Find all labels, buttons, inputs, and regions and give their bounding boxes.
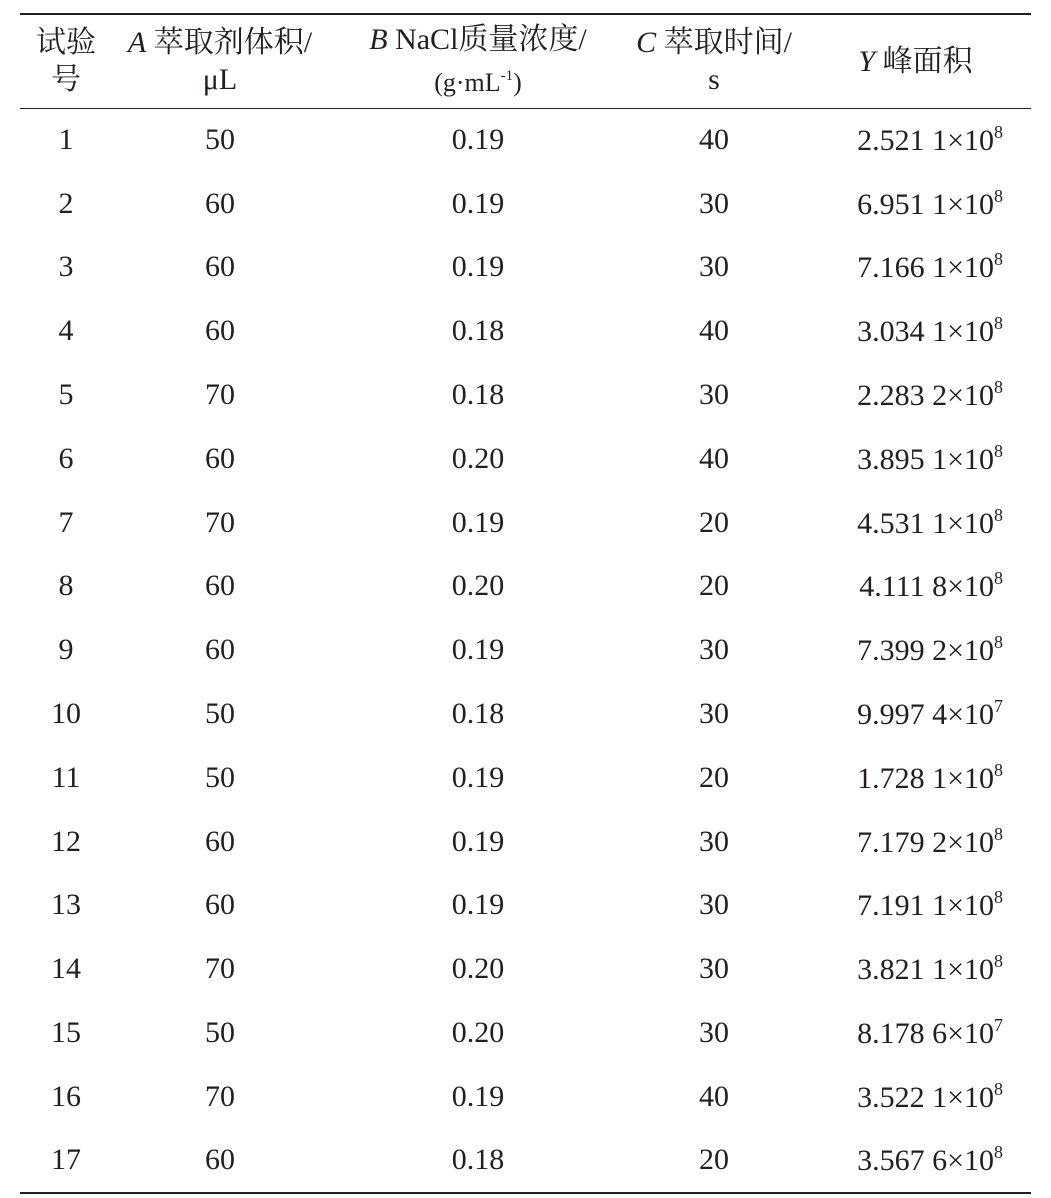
peak-area-mantissa: 4.111 8×10 bbox=[859, 570, 994, 604]
cell-nacl-concentration: 0.19 bbox=[451, 186, 505, 220]
peak-area-exponent: 7 bbox=[994, 696, 1003, 717]
peak-area-exponent: 8 bbox=[994, 823, 1003, 844]
cell-nacl-concentration: 0.20 bbox=[451, 1016, 505, 1050]
cell-extractant-volume: 60 bbox=[205, 824, 235, 858]
peak-area-mantissa: 9.997 4×10 bbox=[857, 698, 994, 732]
cell-peak-area bbox=[800, 172, 1031, 236]
peak-area-exponent: 8 bbox=[994, 951, 1003, 972]
cell-extractant-volume: 60 bbox=[205, 441, 235, 475]
table-row bbox=[20, 427, 1031, 491]
table-row bbox=[20, 299, 1031, 363]
header-nacl-concentration-line1: NaCl质量浓度/ bbox=[395, 23, 587, 57]
cell-extraction-time: 40 bbox=[699, 1079, 729, 1113]
cell-trial-number: 1 bbox=[58, 123, 74, 157]
peak-area-mantissa: 8.178 6×10 bbox=[857, 1017, 994, 1051]
table-row bbox=[20, 108, 1031, 172]
cell-trial-number: 2 bbox=[58, 186, 74, 220]
cell-nacl-concentration: 0.18 bbox=[451, 697, 505, 731]
table-row bbox=[20, 618, 1031, 682]
table-row bbox=[20, 874, 1031, 938]
header-nacl-unit-close: ) bbox=[513, 68, 522, 98]
peak-area-exponent: 8 bbox=[994, 759, 1003, 780]
cell-extraction-time: 30 bbox=[699, 186, 729, 220]
cell-nacl-concentration: 0.20 bbox=[451, 952, 505, 986]
peak-area-exponent: 8 bbox=[994, 122, 1003, 143]
cell-extractant-volume: 70 bbox=[205, 378, 235, 412]
header-extraction-time-line1: 萃取时间/ bbox=[663, 26, 792, 60]
cell-extraction-time: 20 bbox=[699, 505, 729, 539]
cell-extraction-time: 30 bbox=[699, 952, 729, 986]
header-peak-area-label: 峰面积 bbox=[882, 44, 973, 78]
cell-nacl-concentration: 0.20 bbox=[451, 569, 505, 603]
peak-area-exponent: 8 bbox=[994, 1078, 1003, 1099]
header-peak-area bbox=[800, 14, 1031, 108]
cell-trial-number: 5 bbox=[58, 378, 74, 412]
cell-trial-number: 15 bbox=[51, 1016, 81, 1050]
table-row bbox=[20, 491, 1031, 555]
cell-extraction-time: 30 bbox=[699, 633, 729, 667]
cell-extraction-time: 30 bbox=[699, 250, 729, 284]
cell-extraction-time: 30 bbox=[699, 1016, 729, 1050]
cell-peak-area bbox=[800, 810, 1031, 874]
table-row bbox=[20, 937, 1031, 1001]
table-row bbox=[20, 236, 1031, 300]
cell-nacl-concentration: 0.18 bbox=[451, 378, 505, 412]
cell-trial-number: 8 bbox=[58, 569, 74, 603]
cell-peak-area bbox=[800, 682, 1031, 746]
peak-area-mantissa: 3.821 1×10 bbox=[857, 953, 994, 987]
cell-trial-number: 7 bbox=[58, 505, 74, 539]
cell-trial-number: 9 bbox=[58, 633, 74, 667]
cell-extractant-volume: 60 bbox=[112, 1129, 328, 1193]
peak-area-exponent: 8 bbox=[994, 440, 1003, 461]
peak-area-exponent: 7 bbox=[994, 1015, 1003, 1036]
cell-extractant-volume: 50 bbox=[205, 123, 235, 157]
peak-area-mantissa: 1.728 1×10 bbox=[857, 761, 994, 795]
peak-area-exponent: 8 bbox=[994, 1142, 1003, 1163]
cell-extractant-volume: 50 bbox=[205, 1016, 235, 1050]
header-nacl-concentration bbox=[328, 14, 628, 108]
table-row bbox=[20, 172, 1031, 236]
peak-area-mantissa: 3.522 1×10 bbox=[857, 1080, 994, 1114]
header-factor-c-symbol: C bbox=[636, 26, 657, 60]
table-row bbox=[20, 555, 1031, 619]
cell-extraction-time: 20 bbox=[699, 569, 729, 603]
peak-area-exponent: 8 bbox=[994, 632, 1003, 653]
cell-nacl-concentration: 0.19 bbox=[451, 250, 505, 284]
cell-trial-number: 11 bbox=[51, 760, 81, 794]
cell-nacl-concentration: 0.20 bbox=[451, 441, 505, 475]
header-trial-number-line1: 试验 bbox=[36, 26, 96, 60]
cell-nacl-concentration: 0.19 bbox=[451, 123, 505, 157]
header-row bbox=[20, 14, 1031, 108]
cell-extraction-time: 40 bbox=[699, 314, 729, 348]
peak-area-exponent: 8 bbox=[994, 185, 1003, 206]
cell-extraction-time: 20 bbox=[628, 1129, 800, 1193]
peak-area-exponent: 8 bbox=[994, 887, 1003, 908]
cell-nacl-concentration: 0.19 bbox=[451, 633, 505, 667]
peak-area-mantissa: 2.283 2×10 bbox=[857, 379, 994, 413]
cell-nacl-concentration: 0.19 bbox=[451, 505, 505, 539]
cell-peak-area bbox=[800, 618, 1031, 682]
cell-peak-area bbox=[800, 491, 1031, 555]
table-row bbox=[20, 1065, 1031, 1129]
cell-peak-area bbox=[800, 108, 1031, 172]
cell-extractant-volume: 60 bbox=[205, 314, 235, 348]
cell-extraction-time: 40 bbox=[699, 441, 729, 475]
peak-area-mantissa: 4.531 1×10 bbox=[857, 506, 994, 540]
header-trial-number-line2: 号 bbox=[51, 63, 81, 97]
cell-peak-area bbox=[800, 427, 1031, 491]
table-body bbox=[20, 108, 1031, 1193]
cell-extractant-volume: 60 bbox=[205, 250, 235, 284]
cell-extraction-time: 20 bbox=[699, 760, 729, 794]
cell-extraction-time: 40 bbox=[699, 123, 729, 157]
header-extraction-time-unit: s bbox=[708, 63, 720, 97]
header-extraction-time bbox=[628, 14, 800, 108]
cell-extractant-volume: 60 bbox=[205, 633, 235, 667]
peak-area-mantissa: 7.179 2×10 bbox=[857, 825, 994, 859]
cell-nacl-concentration: 0.19 bbox=[451, 824, 505, 858]
cell-peak-area bbox=[800, 874, 1031, 938]
cell-trial-number: 17 bbox=[20, 1129, 112, 1193]
header-nacl-unit-open: (g·mL bbox=[434, 68, 501, 98]
cell-trial-number: 6 bbox=[58, 441, 74, 475]
peak-area-exponent: 8 bbox=[994, 249, 1003, 270]
cell-trial-number: 14 bbox=[51, 952, 81, 986]
peak-area-exponent: 8 bbox=[994, 568, 1003, 589]
cell-peak-area bbox=[800, 555, 1031, 619]
cell-nacl-concentration: 0.18 bbox=[328, 1129, 628, 1193]
cell-trial-number: 4 bbox=[58, 314, 74, 348]
cell-peak-area bbox=[800, 363, 1031, 427]
table-header bbox=[20, 14, 1031, 108]
peak-area-mantissa: 3.567 6×10 bbox=[857, 1144, 994, 1178]
cell-extraction-time: 30 bbox=[699, 888, 729, 922]
cell-nacl-concentration: 0.18 bbox=[451, 314, 505, 348]
cell-extractant-volume: 60 bbox=[205, 186, 235, 220]
cell-peak-area bbox=[800, 299, 1031, 363]
cell-extractant-volume: 60 bbox=[205, 569, 235, 603]
cell-nacl-concentration: 0.19 bbox=[451, 888, 505, 922]
peak-area-mantissa: 6.951 1×10 bbox=[857, 187, 994, 221]
cell-trial-number: 16 bbox=[51, 1079, 81, 1113]
cell-peak-area bbox=[800, 1001, 1031, 1065]
header-nacl-unit-exponent: -1 bbox=[500, 68, 514, 85]
cell-trial-number: 12 bbox=[51, 824, 81, 858]
cell-nacl-concentration: 0.19 bbox=[451, 760, 505, 794]
cell-extractant-volume: 70 bbox=[205, 952, 235, 986]
peak-area-exponent: 8 bbox=[994, 377, 1003, 398]
cell-nacl-concentration: 0.19 bbox=[451, 1079, 505, 1113]
cell-peak-area bbox=[800, 236, 1031, 300]
cell-trial-number: 3 bbox=[58, 250, 74, 284]
header-response-y-symbol: Y bbox=[858, 44, 876, 78]
table-row bbox=[20, 1129, 1031, 1193]
table-row bbox=[20, 682, 1031, 746]
cell-extractant-volume: 50 bbox=[205, 697, 235, 731]
table-row bbox=[20, 746, 1031, 810]
header-factor-b-symbol: B bbox=[369, 23, 388, 57]
peak-area-mantissa: 7.399 2×10 bbox=[857, 634, 994, 668]
peak-area-exponent: 8 bbox=[994, 313, 1003, 334]
header-extractant-volume-line1: 萃取剂体积/ bbox=[153, 26, 313, 60]
cell-peak-area bbox=[800, 746, 1031, 810]
peak-area-mantissa: 7.166 1×10 bbox=[857, 251, 994, 285]
cell-peak-area bbox=[800, 937, 1031, 1001]
peak-area-mantissa: 3.895 1×10 bbox=[857, 442, 994, 476]
table-row bbox=[20, 810, 1031, 874]
experiment-design-table bbox=[20, 13, 1031, 1194]
table-row bbox=[20, 1001, 1031, 1065]
cell-peak-area bbox=[800, 1065, 1031, 1129]
cell-extractant-volume: 70 bbox=[205, 1079, 235, 1113]
cell-extraction-time: 30 bbox=[699, 824, 729, 858]
cell-extractant-volume: 50 bbox=[205, 760, 235, 794]
cell-extraction-time: 30 bbox=[699, 697, 729, 731]
header-trial-number bbox=[20, 14, 112, 108]
peak-area-exponent: 8 bbox=[994, 504, 1003, 525]
cell-extraction-time: 30 bbox=[699, 378, 729, 412]
header-extractant-volume-unit: μL bbox=[202, 63, 238, 97]
cell-trial-number: 10 bbox=[51, 697, 81, 731]
peak-area-mantissa: 3.034 1×10 bbox=[857, 315, 994, 349]
cell-trial-number: 13 bbox=[51, 888, 81, 922]
header-factor-a-symbol: A bbox=[127, 26, 147, 60]
cell-extractant-volume: 70 bbox=[205, 505, 235, 539]
peak-area-mantissa: 7.191 1×10 bbox=[857, 889, 994, 923]
table-row bbox=[20, 363, 1031, 427]
cell-peak-area bbox=[800, 1129, 1031, 1193]
cell-extractant-volume: 60 bbox=[205, 888, 235, 922]
header-extractant-volume bbox=[112, 14, 328, 108]
peak-area-mantissa: 2.521 1×10 bbox=[857, 124, 994, 158]
